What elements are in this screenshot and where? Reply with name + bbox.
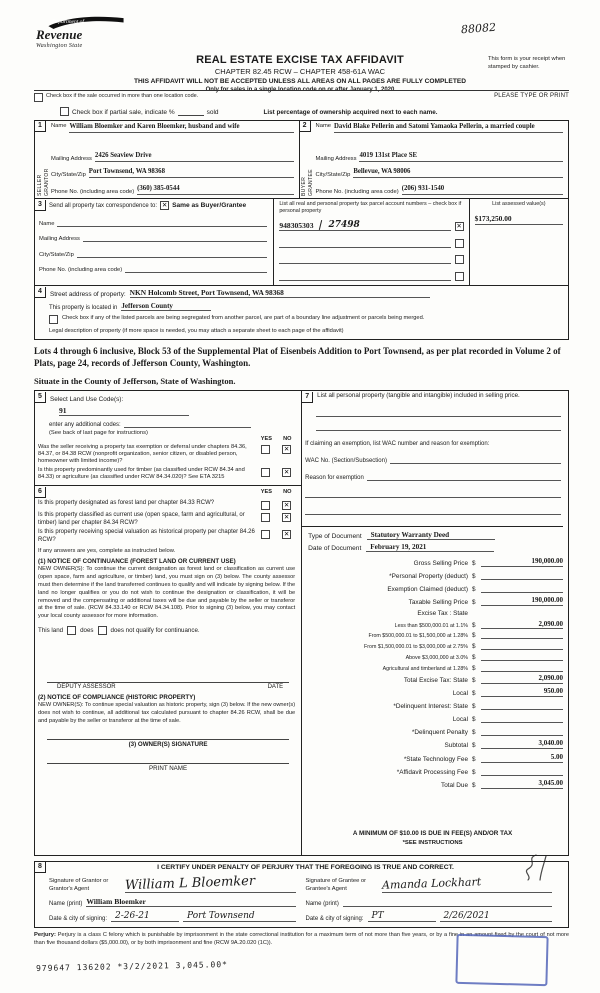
segregated-parcel-checkbox[interactable] bbox=[49, 315, 58, 324]
same-as-buyer-label: Same as Buyer/Grantee bbox=[172, 202, 247, 209]
street-address-label: Street address of property: bbox=[50, 290, 126, 298]
correspondence-name-label: Name bbox=[39, 220, 55, 227]
gross-selling-price-field[interactable]: 190,000.00 bbox=[481, 557, 563, 567]
grantee-name-print-label: Name (print) bbox=[305, 900, 339, 907]
excise-rate-tier-3-field[interactable] bbox=[481, 641, 563, 650]
s5-yes-header: YES bbox=[260, 435, 272, 442]
s6-yes-header: YES bbox=[260, 489, 272, 496]
buyer-mailing-field[interactable]: 4019 131st Place SE bbox=[359, 152, 563, 162]
s6-q3-yes-checkbox[interactable] bbox=[261, 530, 270, 539]
s6-q2-no-checkbox[interactable]: ✕ bbox=[283, 514, 290, 522]
logo-department-of: Department of bbox=[52, 19, 84, 25]
section-3-number: 3 bbox=[35, 200, 46, 211]
correspondence-phone-label: Phone No. (including area code) bbox=[39, 267, 123, 273]
reason-for-exemption-label: Reason for exemption bbox=[305, 474, 364, 481]
dor-logo bbox=[36, 16, 144, 49]
land-does-not-checkbox[interactable] bbox=[98, 626, 107, 635]
owners-signature-line[interactable]: (3) OWNER(S) SIGNATURE bbox=[47, 739, 289, 748]
s5-question-2: Is this property predominantly used for timber (as classified under RCW 84.34 and 84.33) or agriculture (as classified under RCW 84.34.020)? See ETA 3215 bbox=[38, 467, 245, 481]
this-land-label: This land bbox=[38, 626, 64, 634]
parcel-1-personal-property-checkbox[interactable]: ✕ bbox=[456, 223, 462, 230]
correspondence-mailing-field[interactable] bbox=[83, 232, 267, 242]
single-location-line: Only for sales in a single location code on or after January 1, 2020 bbox=[205, 86, 395, 93]
partial-sale-suffix: sold bbox=[206, 109, 219, 116]
grantee-signature: Amanda Lockhart bbox=[381, 875, 481, 892]
partial-sale-checkbox[interactable] bbox=[60, 107, 69, 116]
seller-name-field[interactable]: William Bloemker and Karen Bloemker, husband and wife bbox=[69, 123, 293, 133]
delinquent-interest-local-field[interactable] bbox=[481, 713, 563, 723]
minimum-due-note: A MINIMUM OF $10.00 IS DUE IN FEE(S) AND/OR TAX bbox=[352, 829, 513, 837]
section-4-number: 4 bbox=[35, 287, 46, 298]
notice-of-continuance-body: NEW OWNER(S): To continue the current designation as forest land or classification as current use (open space, farm and agriculture, or timber) land, you must sign on (3) below. The county assessor must then determine if the land transferred continues to qualify and will indicate by signing below. If the land no longer qualifies or you do not wish to continue the designation or classification, it will be removed and the compensating or additional taxes will be due and payable by the seller or transferor at the time of sale. (RCW 84.33.140 or RCW 84.34.108). Prior to signing (3) below, you may contact your local county assessor for more information. bbox=[38, 566, 296, 620]
parties-and-property-box bbox=[34, 120, 569, 340]
notice-of-compliance-title: (2) NOTICE OF COMPLIANCE (HISTORIC PROPERTY) bbox=[38, 693, 196, 701]
ownership-percentage-note: List percentage of ownership acquired next to each name. bbox=[263, 109, 438, 116]
grantor-signature-field[interactable] bbox=[125, 874, 296, 893]
seller-city-label: City/State/Zip bbox=[51, 172, 86, 179]
section-6-number: 6 bbox=[35, 487, 46, 498]
seller-phone-field[interactable]: (360) 385-0544 bbox=[137, 185, 293, 195]
date-of-document-field[interactable]: February 19, 2021 bbox=[366, 543, 494, 552]
see-instructions-note: *SEE INSTRUCTIONS bbox=[402, 839, 463, 846]
cashier-stamp-box bbox=[455, 934, 548, 986]
parcel-4-personal-property-checkbox[interactable] bbox=[455, 272, 464, 281]
grantor-signature: William L Bloemker bbox=[124, 873, 256, 894]
wac-number-field[interactable] bbox=[390, 454, 561, 464]
assessed-value-field[interactable]: $173,250.00 bbox=[475, 214, 563, 225]
s5-no-header: NO bbox=[283, 435, 292, 442]
does-label: does bbox=[80, 626, 94, 634]
pen-tick bbox=[319, 220, 322, 230]
correspondence-mailing-label: Mailing Address bbox=[39, 236, 80, 242]
same-as-buyer-checkbox[interactable]: ✕ bbox=[161, 202, 168, 209]
tax-correspondence-section bbox=[35, 198, 568, 285]
personal-property-field-1[interactable] bbox=[316, 403, 561, 417]
multi-location-note: Check box if the sale occurred in more than one location code. bbox=[46, 93, 199, 99]
form-title-block bbox=[90, 54, 510, 93]
seller-city-field[interactable]: Port Townsend, WA 98368 bbox=[89, 168, 294, 178]
parcel-2-personal-property-checkbox[interactable] bbox=[455, 239, 464, 248]
land-use-code-section bbox=[35, 391, 301, 487]
buyer-grantee-section bbox=[300, 121, 568, 198]
s6-no-header: NO bbox=[283, 489, 292, 496]
reason-for-exemption-field-3[interactable] bbox=[305, 505, 561, 515]
additional-codes-field[interactable] bbox=[124, 419, 251, 428]
partial-sale-label: Check box if partial sale, indicate % bbox=[72, 109, 175, 116]
personal-property-and-tax-section bbox=[302, 391, 568, 855]
buyer-grantee-side-label: BUYER GRANTEE bbox=[301, 169, 315, 196]
personal-property-label: List all personal property (tangible and intangible) included in selling price. bbox=[317, 391, 520, 399]
send-correspondence-label: Send all property tax correspondence to: bbox=[49, 202, 158, 209]
seller-grantor-section bbox=[35, 121, 300, 198]
section-5-number: 5 bbox=[35, 392, 46, 403]
buyer-phone-label: Phone No. (including area code) bbox=[315, 188, 399, 195]
agricultural-timberland-field[interactable] bbox=[481, 663, 563, 672]
section-8-number: 8 bbox=[35, 862, 46, 873]
s5-q1-yes-checkbox[interactable] bbox=[261, 445, 270, 454]
s5-q2-yes-checkbox[interactable] bbox=[261, 468, 270, 477]
street-address-field[interactable]: NKN Holcomb Street, Port Townsend, WA 98368 bbox=[130, 288, 430, 298]
s5-q2-no-checkbox[interactable]: ✕ bbox=[283, 469, 290, 477]
located-in-label: This property is located in bbox=[49, 304, 118, 311]
form-title: REAL ESTATE EXCISE TAX AFFIDAVIT bbox=[196, 54, 404, 66]
type-of-document-field[interactable]: Statutory Warranty Deed bbox=[367, 531, 495, 540]
multi-location-checkbox[interactable] bbox=[34, 93, 43, 102]
reason-for-exemption-field-2[interactable] bbox=[305, 488, 561, 498]
state-technology-fee-field[interactable]: 5.00 bbox=[481, 753, 563, 763]
excise-rate-tier-2-field[interactable] bbox=[481, 630, 563, 639]
print-name-line[interactable]: PRINT NAME bbox=[47, 763, 289, 772]
land-use-code-field[interactable]: 91 bbox=[59, 406, 189, 416]
deputy-assessor-signature-line[interactable] bbox=[47, 682, 289, 690]
does-not-label: does not qualify for continuance. bbox=[110, 626, 200, 634]
s6-question-1: Is this property designated as forest land per chapter 84.33 RCW? bbox=[38, 500, 215, 507]
grantee-name-print-field[interactable] bbox=[343, 897, 552, 907]
section-7-number: 7 bbox=[302, 392, 313, 403]
land-does-checkbox[interactable] bbox=[67, 626, 76, 635]
exemption-claim-label: If claiming an exemption, list WAC number and reason for exemption: bbox=[305, 440, 490, 447]
excise-rate-tier-1-field[interactable]: 2,090.00 bbox=[481, 620, 563, 629]
buyer-name-label: Name bbox=[315, 123, 332, 129]
cashier-receipt-note: This form is your receipt when stamped by cashier. bbox=[488, 56, 566, 70]
seller-phone-label: Phone No. (including area code) bbox=[51, 188, 135, 195]
legal-description-text: Lots 4 through 6 inclusive, Block 53 of the Supplemental Plat of Eisenbeis Addition to Port Townsend, as per plat recorded in Volume 2 of Plats, page 24, records of Jefferson County, Washington. bbox=[34, 345, 561, 368]
parcel-number-2-field[interactable] bbox=[279, 237, 450, 248]
buyer-city-field[interactable]: Bellevue, WA 98006 bbox=[353, 168, 563, 178]
grantee-signing-city-field[interactable]: PT bbox=[368, 911, 436, 922]
grantor-date-city-label: Date & city of signing: bbox=[49, 915, 108, 922]
s6-q3-no-checkbox[interactable]: ✕ bbox=[283, 531, 290, 539]
total-excise-state-field[interactable]: 2,090.00 bbox=[481, 674, 563, 684]
taxable-selling-price-field[interactable]: 190,000.00 bbox=[481, 596, 563, 606]
perjury-text: Perjury is a class C felony which is punishable by imprisonment in the state correctional institution for a maximum term of not more than five years, or by a fine in an amount fixed by the court of not more than five thousand dollars ($5,000.00), or by both imprisonment and fine (RCW 9A.20.020 (1C)). bbox=[34, 931, 569, 946]
warning-line: THIS AFFIDAVIT WILL NOT BE ACCEPTED UNLESS ALL AREAS ON ALL PAGES ARE FULLY COMPLETED bbox=[133, 78, 467, 85]
excise-tax-computation: Gross Selling Price $ 190,000.00 *Personal Property (deduct) $ Exemption Claimed (deduct) $ Taxable Selling Price $ 190,000.00 Excise Tax : State Less than $500,000.01 at 1.1% $ 2,090.00 From $500,000.01 to $1,500,000 at 1.28% $ From $1,500,000.01 to $3,000,000 at 2.75% $ Above $3,000,000 at 3.0% $ Agricultural and timberland at 1.28% $ Total Excise Tax: State $ 2,090.00 Local $ 950.00 *Delinquent Interest: State $ Local $ *Delinquent Penalty $ Subtotal $ 3,040.00 *State Technology Fee $ 5.00 *Affidavit Processing Fee $ Total Due $ 3,045.00 bbox=[302, 557, 563, 792]
parcel-3-personal-property-checkbox[interactable] bbox=[455, 255, 464, 264]
logo-revenue: Revenue bbox=[36, 27, 83, 42]
chapter-line: CHAPTER 82.45 RCW – CHAPTER 458-61A WAC bbox=[214, 67, 386, 76]
correspondence-phone-field[interactable] bbox=[125, 263, 267, 273]
correspondence-city-field[interactable] bbox=[77, 248, 268, 258]
type-of-document-label: Type of Document bbox=[308, 532, 362, 540]
seller-mailing-field[interactable]: 2426 Seaview Drive bbox=[95, 152, 294, 162]
land-designation-section bbox=[35, 486, 301, 854]
reason-for-exemption-field[interactable] bbox=[367, 471, 561, 481]
grantor-signing-city-field[interactable]: Port Townsend bbox=[183, 911, 295, 922]
buyer-mailing-label: Mailing Address bbox=[315, 155, 357, 162]
grantee-signing-date-field[interactable]: 2/26/2021 bbox=[440, 911, 552, 922]
parcel-number-1-field[interactable]: 948305303 27498 bbox=[279, 220, 450, 231]
correspondence-city-label: City/State/Zip bbox=[39, 251, 74, 258]
certification-section bbox=[34, 861, 569, 928]
notice-of-continuance-title: (1) NOTICE OF CONTINUANCE (FOREST LAND OR CURRENT USE) bbox=[38, 558, 236, 566]
parcel-numbers-header: List all real and personal property tax parcel account numbers – check box if personal property bbox=[279, 201, 462, 214]
grantee-signature-label: Signature of Grantee or Grantee's Agent bbox=[305, 878, 367, 892]
logo-washington-state: Washington State bbox=[36, 43, 83, 49]
segregated-parcel-note: Check box if any of the listed parcels are being segregated from another parcel, are part of a boundary line adjustment or parcels being merged. bbox=[62, 314, 425, 321]
s6-question-2: Is this property classified as current use (open space, farm and agricultural, or timber) land per chapter 84.34 RCW? bbox=[38, 512, 245, 526]
complete-as-instructed-note: If any answers are yes, complete as instructed below. bbox=[38, 548, 176, 555]
legal-description-label: Legal description of property (if more space is needed, you may attach a separate sheet to each page of the affidavit) bbox=[49, 327, 344, 334]
grantee-signature-field[interactable] bbox=[382, 874, 553, 893]
additional-codes-label: enter any additional codes: bbox=[49, 421, 121, 428]
handwritten-receipt-number: 88082 bbox=[460, 20, 497, 37]
assessed-value-header: List assessed value(s) bbox=[492, 201, 546, 207]
see-back-note: (See back of last page for instructions) bbox=[49, 429, 148, 436]
buyer-phone-field[interactable]: (206) 931-1540 bbox=[402, 185, 563, 195]
seller-mailing-label: Mailing Address bbox=[51, 155, 92, 162]
deputy-date-label: DATE bbox=[267, 683, 284, 690]
grantor-name-print-field[interactable]: William Bloemker bbox=[86, 897, 295, 907]
grantee-date-city-label: Date & city of signing: bbox=[305, 915, 364, 922]
s6-q1-no-checkbox[interactable]: ✕ bbox=[283, 502, 290, 510]
s6-q2-yes-checkbox[interactable] bbox=[261, 513, 270, 522]
excise-rate-tier-4-field[interactable] bbox=[481, 652, 563, 661]
land-use-title: Select Land Use Code(s): bbox=[50, 395, 124, 403]
section-1-number: 1 bbox=[35, 121, 46, 132]
s6-question-3: Is this property receiving special valuation as historical property per chapter 84.26 RCW? bbox=[38, 529, 255, 543]
property-address-section bbox=[35, 285, 568, 339]
delinquent-interest-state-field[interactable] bbox=[481, 700, 563, 710]
correspondence-name-field[interactable] bbox=[57, 217, 267, 227]
register-receipt-line: 979647 136202 *3/2/2021 3,045.00* bbox=[35, 959, 229, 974]
subtotal-field[interactable]: 3,040.00 bbox=[481, 739, 563, 749]
affidavit-processing-fee-field[interactable] bbox=[481, 766, 563, 776]
exemption-claimed-field[interactable] bbox=[481, 583, 563, 593]
date-of-document-label: Date of Document bbox=[308, 544, 362, 552]
section-2-number: 2 bbox=[300, 121, 311, 132]
situate-line: Situate in the County of Jefferson, State of Washington. bbox=[34, 375, 236, 386]
wac-number-label: WAC No. (Section/Subsection) bbox=[305, 457, 387, 464]
please-type-or-print: PLEASE TYPE OR PRINT bbox=[494, 93, 569, 99]
personal-property-deduct-field[interactable] bbox=[481, 570, 563, 580]
excise-tax-state-header: Excise Tax : State bbox=[417, 609, 468, 617]
parcel-number-4-field[interactable] bbox=[279, 270, 450, 281]
s6-q1-yes-checkbox[interactable] bbox=[261, 501, 270, 510]
header-divider bbox=[34, 90, 569, 91]
s5-question-1: Was the seller receiving a property tax exemption or deferral under chapters 84.36, 84.37, or 84.38 RCW (nonprofit organization, senior citizen, or disabled person, homeowner with limited income)? bbox=[38, 443, 247, 465]
seller-grantor-side-label: SELLER GRANTOR bbox=[36, 168, 50, 196]
deputy-assessor-label: DEPUTY ASSESSOR bbox=[57, 683, 116, 690]
s5-q1-no-checkbox[interactable]: ✕ bbox=[283, 445, 290, 453]
grantor-name-print-label: Name (print) bbox=[49, 900, 83, 907]
total-due-field[interactable]: 3,045.00 bbox=[481, 779, 563, 789]
grantor-signature-label: Signature of Grantor or Grantor's Agent bbox=[49, 878, 109, 892]
buyer-city-label: City/State/Zip bbox=[315, 172, 351, 179]
total-excise-local-field[interactable]: 950.00 bbox=[481, 687, 563, 697]
grantor-signing-date-field[interactable]: 2-26-21 bbox=[111, 911, 179, 922]
buyer-name-field[interactable]: David Blake Pellerin and Satomi Yamaoka Pellerin, a married couple bbox=[334, 123, 563, 133]
partial-sale-percent-field[interactable] bbox=[178, 107, 204, 116]
personal-property-field-2[interactable] bbox=[316, 417, 561, 431]
certify-statement: I CERTIFY UNDER PENALTY OF PERJURY THAT THE FOREGOING IS TRUE AND CORRECT. bbox=[157, 863, 454, 871]
delinquent-penalty-field[interactable] bbox=[481, 726, 563, 736]
located-county-field[interactable]: Jefferson County bbox=[121, 302, 211, 311]
parcel-number-3-field[interactable] bbox=[279, 253, 450, 264]
seller-name-label: Name bbox=[51, 123, 67, 129]
perjury-label: Perjury: bbox=[34, 931, 56, 938]
notice-of-compliance-body: NEW OWNER(S): To continue special valuation as historic property, sign (3) below. If the new owner(s) does not wish to continue, all additional tax calculated pursuant to chapter 84.26 RCW, shall be due and payable by the seller or transferor at the time of sale. bbox=[38, 701, 296, 724]
